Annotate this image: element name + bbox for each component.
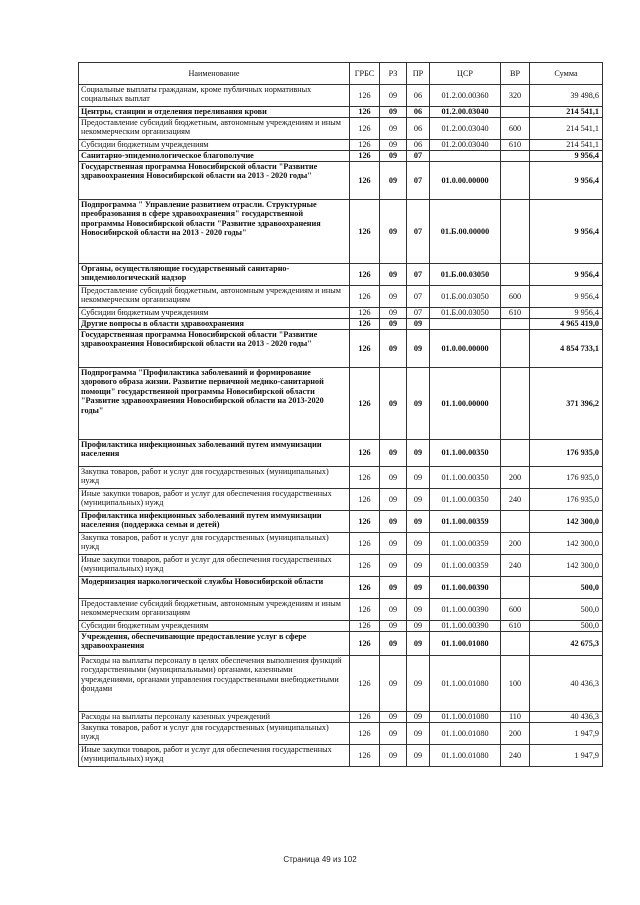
cell-grbs: 126: [350, 200, 380, 264]
cell-grbs: 126: [350, 140, 380, 151]
cell-name: Субсидии бюджетным учреждениям: [79, 140, 350, 151]
cell-grbs: 126: [350, 712, 380, 723]
cell-pr: 07: [407, 308, 430, 319]
cell-csr: 01.1.00.00000: [430, 368, 501, 440]
cell-csr: 01.1.00.01080: [430, 712, 501, 723]
cell-grbs: 126: [350, 745, 380, 767]
table-row: [79, 151, 603, 162]
cell-rz: 09: [380, 264, 407, 286]
cell-grbs: 126: [350, 264, 380, 286]
cell-grbs: 126: [350, 107, 380, 118]
cell-rz: 09: [380, 308, 407, 319]
cell-grbs: 126: [350, 118, 380, 140]
cell-sum: 142 300,0: [530, 511, 603, 533]
cell-rz: 09: [380, 745, 407, 767]
cell-vr: [501, 264, 530, 286]
table-row: [79, 264, 603, 286]
cell-csr: 01.1.00.00350: [430, 440, 501, 467]
cell-name: Другие вопросы в области здравоохранения: [79, 319, 350, 330]
header-rz: РЗ: [380, 63, 407, 85]
cell-name: Центры, станции и отделения переливания крови: [79, 107, 350, 118]
cell-vr: 610: [501, 308, 530, 319]
table-row: [79, 118, 603, 140]
cell-pr: 06: [407, 85, 430, 107]
cell-csr: 01.1.00.00390: [430, 577, 501, 599]
cell-sum: 39 498,6: [530, 85, 603, 107]
cell-sum: 4 854 733,1: [530, 330, 603, 368]
cell-name: Подпрограмма "Профилактика заболеваний и формирование здорового образа жизни. Развитие первичной медико-санитарной помощи" государственной программы Новосибирской области "Развитие здравоохранения Новосибирской области на 2013-2020 годы": [79, 368, 350, 440]
cell-name: Модернизация наркологической службы Новосибирской области: [79, 577, 350, 599]
cell-sum: 9 956,4: [530, 308, 603, 319]
table-row: [79, 745, 603, 767]
cell-name: Государственная программа Новосибирской области "Развитие здравоохранения Новосибирской области на 2013 - 2020 годы": [79, 162, 350, 200]
cell-vr: [501, 368, 530, 440]
cell-sum: 42 675,3: [530, 632, 603, 656]
table-row: [79, 467, 603, 489]
cell-rz: 09: [380, 511, 407, 533]
cell-pr: 09: [407, 723, 430, 745]
table-row: [79, 577, 603, 599]
cell-vr: [501, 330, 530, 368]
cell-vr: [501, 107, 530, 118]
cell-rz: 09: [380, 330, 407, 368]
cell-csr: [430, 151, 501, 162]
cell-rz: 09: [380, 621, 407, 632]
cell-vr: 600: [501, 286, 530, 308]
cell-rz: 09: [380, 118, 407, 140]
cell-pr: 07: [407, 162, 430, 200]
cell-vr: 200: [501, 533, 530, 555]
cell-vr: 320: [501, 85, 530, 107]
cell-pr: 09: [407, 330, 430, 368]
cell-csr: 01.1.00.01080: [430, 656, 501, 712]
cell-name: Расходы на выплаты персоналу казенных учреждений: [79, 712, 350, 723]
cell-vr: 610: [501, 140, 530, 151]
cell-vr: 610: [501, 621, 530, 632]
cell-name: Закупка товаров, работ и услуг для государственных (муниципальных) нужд: [79, 467, 350, 489]
cell-name: Субсидии бюджетным учреждениям: [79, 621, 350, 632]
cell-pr: 09: [407, 440, 430, 467]
cell-vr: [501, 577, 530, 599]
table-row: [79, 330, 603, 368]
cell-pr: 09: [407, 555, 430, 577]
cell-vr: [501, 319, 530, 330]
cell-csr: 01.1.00.00359: [430, 555, 501, 577]
cell-name: Предоставление субсидий бюджетным, автономным учреждениям и иным некоммерческим организациям: [79, 286, 350, 308]
cell-csr: 01.1.00.01080: [430, 745, 501, 767]
cell-grbs: 126: [350, 489, 380, 511]
cell-pr: 09: [407, 467, 430, 489]
cell-name: Иные закупки товаров, работ и услуг для обеспечения государственных (муниципальных) нужд: [79, 555, 350, 577]
cell-rz: 09: [380, 489, 407, 511]
header-pr: ПР: [407, 63, 430, 85]
cell-vr: 240: [501, 555, 530, 577]
cell-vr: [501, 200, 530, 264]
cell-sum: 40 436,3: [530, 712, 603, 723]
cell-csr: 01.Б.00.00000: [430, 200, 501, 264]
cell-grbs: 126: [350, 511, 380, 533]
cell-rz: 09: [380, 151, 407, 162]
table-row: [79, 368, 603, 440]
cell-sum: 500,0: [530, 577, 603, 599]
cell-pr: 07: [407, 286, 430, 308]
cell-pr: 06: [407, 118, 430, 140]
cell-sum: 9 956,4: [530, 264, 603, 286]
cell-grbs: 126: [350, 577, 380, 599]
page-number: Страница 49 из 102: [283, 855, 357, 864]
table-row: [79, 85, 603, 107]
cell-sum: 214 541,1: [530, 118, 603, 140]
header-name: Наименование: [79, 63, 350, 85]
cell-pr: 07: [407, 200, 430, 264]
cell-rz: 09: [380, 107, 407, 118]
cell-name: Государственная программа Новосибирской области "Развитие здравоохранения Новосибирской области на 2013 - 2020 годы": [79, 330, 350, 368]
cell-pr: 09: [407, 368, 430, 440]
cell-pr: 09: [407, 632, 430, 656]
cell-sum: 1 947,9: [530, 745, 603, 767]
cell-name: Предоставление субсидий бюджетным, автономным учреждениям и иным некоммерческим организациям: [79, 599, 350, 621]
cell-rz: 09: [380, 85, 407, 107]
header-grbs: ГРБС: [350, 63, 380, 85]
table-body: [79, 85, 603, 767]
cell-pr: 06: [407, 107, 430, 118]
cell-csr: 01.Б.00.03050: [430, 264, 501, 286]
cell-vr: 600: [501, 118, 530, 140]
cell-pr: 09: [407, 656, 430, 712]
table-row: [79, 632, 603, 656]
table-row: [79, 621, 603, 632]
cell-rz: 09: [380, 440, 407, 467]
cell-vr: 110: [501, 712, 530, 723]
cell-grbs: 126: [350, 286, 380, 308]
header-csr: ЦСР: [430, 63, 501, 85]
cell-pr: 09: [407, 599, 430, 621]
table-row: [79, 140, 603, 151]
table-row: [79, 308, 603, 319]
cell-sum: 371 396,2: [530, 368, 603, 440]
cell-pr: 09: [407, 489, 430, 511]
cell-csr: 01.2.00.03040: [430, 107, 501, 118]
cell-grbs: 126: [350, 151, 380, 162]
cell-sum: 176 935,0: [530, 489, 603, 511]
header-sum: Сумма: [530, 63, 603, 85]
cell-name: Профилактика инфекционных заболеваний путем иммунизации населения: [79, 440, 350, 467]
cell-grbs: 126: [350, 599, 380, 621]
cell-vr: [501, 632, 530, 656]
cell-sum: 176 935,0: [530, 467, 603, 489]
cell-sum: 40 436,3: [530, 656, 603, 712]
cell-sum: 142 300,0: [530, 533, 603, 555]
cell-sum: 9 956,4: [530, 162, 603, 200]
cell-grbs: 126: [350, 162, 380, 200]
cell-csr: 01.Б.00.03050: [430, 286, 501, 308]
cell-pr: 09: [407, 745, 430, 767]
cell-vr: 240: [501, 489, 530, 511]
cell-pr: 09: [407, 621, 430, 632]
cell-rz: 09: [380, 140, 407, 151]
cell-grbs: 126: [350, 656, 380, 712]
table-row: [79, 511, 603, 533]
cell-name: Санитарно-эпидемиологическое благополучие: [79, 151, 350, 162]
cell-name: Органы, осуществляющие государственный санитарно-эпидемиологический надзор: [79, 264, 350, 286]
cell-rz: 09: [380, 632, 407, 656]
cell-rz: 09: [380, 712, 407, 723]
cell-csr: 01.2.00.03040: [430, 118, 501, 140]
cell-rz: 09: [380, 555, 407, 577]
cell-grbs: 126: [350, 723, 380, 745]
cell-pr: 09: [407, 712, 430, 723]
cell-grbs: 126: [350, 319, 380, 330]
cell-pr: 09: [407, 319, 430, 330]
table-row: [79, 656, 603, 712]
cell-csr: 01.1.00.00350: [430, 489, 501, 511]
cell-rz: 09: [380, 319, 407, 330]
cell-csr: 01.1.00.00359: [430, 533, 501, 555]
cell-name: Закупка товаров, работ и услуг для государственных (муниципальных) нужд: [79, 723, 350, 745]
table-row: [79, 712, 603, 723]
cell-pr: 07: [407, 264, 430, 286]
cell-sum: 500,0: [530, 621, 603, 632]
cell-csr: [430, 319, 501, 330]
cell-csr: 01.0.00.00000: [430, 330, 501, 368]
cell-pr: 09: [407, 577, 430, 599]
cell-sum: 142 300,0: [530, 555, 603, 577]
cell-csr: 01.1.00.00350: [430, 467, 501, 489]
cell-csr: 01.0.00.00000: [430, 162, 501, 200]
cell-grbs: 126: [350, 632, 380, 656]
cell-name: Социальные выплаты гражданам, кроме публичных нормативных социальных выплат: [79, 85, 350, 107]
table-row: [79, 286, 603, 308]
cell-rz: 09: [380, 599, 407, 621]
table-row: [79, 200, 603, 264]
cell-name: Иные закупки товаров, работ и услуг для обеспечения государственных (муниципальных) нужд: [79, 745, 350, 767]
cell-vr: 200: [501, 467, 530, 489]
cell-grbs: 126: [350, 85, 380, 107]
header-vr: ВР: [501, 63, 530, 85]
cell-rz: 09: [380, 533, 407, 555]
cell-csr: 01.2.00.03040: [430, 140, 501, 151]
cell-vr: 100: [501, 656, 530, 712]
cell-name: Предоставление субсидий бюджетным, автономным учреждениям и иным некоммерческим организациям: [79, 118, 350, 140]
cell-rz: 09: [380, 368, 407, 440]
cell-pr: 09: [407, 511, 430, 533]
cell-sum: 214 541,1: [530, 107, 603, 118]
cell-pr: 06: [407, 140, 430, 151]
cell-name: Расходы на выплаты персоналу в целях обеспечения выполнения функций государственными (муниципальными) органами, казенными учреждениями, органами управления государственными внебюджетными фондами: [79, 656, 350, 712]
cell-sum: 1 947,9: [530, 723, 603, 745]
cell-csr: 01.1.00.00390: [430, 621, 501, 632]
cell-vr: [501, 440, 530, 467]
cell-rz: 09: [380, 723, 407, 745]
table-row: [79, 489, 603, 511]
table-row: [79, 162, 603, 200]
cell-sum: 176 935,0: [530, 440, 603, 467]
table-row: [79, 533, 603, 555]
cell-pr: 07: [407, 151, 430, 162]
cell-vr: 240: [501, 745, 530, 767]
table-header-row: [79, 63, 603, 85]
table-row: [79, 599, 603, 621]
cell-vr: 600: [501, 599, 530, 621]
cell-sum: 9 956,4: [530, 151, 603, 162]
cell-name: Подпрограмма " Управление развитием отрасли. Структурные преобразования в сфере здравоохранения" государственной программы Новосибирской области "Развитие здравоохранения Новосибирской области на 2013 - 2020 годы": [79, 200, 350, 264]
cell-vr: [501, 511, 530, 533]
cell-name: Иные закупки товаров, работ и услуг для обеспечения государственных (муниципальных) нужд: [79, 489, 350, 511]
cell-rz: 09: [380, 656, 407, 712]
cell-name: Субсидии бюджетным учреждениям: [79, 308, 350, 319]
cell-grbs: 126: [350, 555, 380, 577]
cell-csr: 01.1.00.00359: [430, 511, 501, 533]
table-row: [79, 555, 603, 577]
cell-vr: [501, 162, 530, 200]
cell-grbs: 126: [350, 467, 380, 489]
cell-grbs: 126: [350, 368, 380, 440]
cell-rz: 09: [380, 286, 407, 308]
cell-sum: 9 956,4: [530, 200, 603, 264]
cell-sum: 4 965 419,0: [530, 319, 603, 330]
cell-grbs: 126: [350, 440, 380, 467]
cell-vr: 200: [501, 723, 530, 745]
cell-name: Закупка товаров, работ и услуг для государственных (муниципальных) нужд: [79, 533, 350, 555]
table-row: [79, 440, 603, 467]
cell-rz: 09: [380, 162, 407, 200]
cell-name: Профилактика инфекционных заболеваний путем иммунизации населения (поддержка семьи и детей): [79, 511, 350, 533]
cell-name: Учреждения, обеспечивающие предоставление услуг в сфере здравоохранения: [79, 632, 350, 656]
cell-rz: 09: [380, 577, 407, 599]
cell-sum: 500,0: [530, 599, 603, 621]
cell-sum: 9 956,4: [530, 286, 603, 308]
cell-grbs: 126: [350, 330, 380, 368]
budget-table: [78, 62, 603, 767]
cell-grbs: 126: [350, 533, 380, 555]
cell-sum: 214 541,1: [530, 140, 603, 151]
cell-csr: 01.1.00.01080: [430, 632, 501, 656]
cell-csr: 01.2.00.00360: [430, 85, 501, 107]
cell-pr: 09: [407, 533, 430, 555]
cell-grbs: 126: [350, 308, 380, 319]
table-row: [79, 723, 603, 745]
table-row: [79, 107, 603, 118]
cell-rz: 09: [380, 200, 407, 264]
table-row: [79, 319, 603, 330]
cell-rz: 09: [380, 467, 407, 489]
cell-grbs: 126: [350, 621, 380, 632]
cell-csr: 01.1.00.01080: [430, 723, 501, 745]
cell-vr: [501, 151, 530, 162]
cell-csr: 01.1.00.00390: [430, 599, 501, 621]
cell-csr: 01.Б.00.03050: [430, 308, 501, 319]
